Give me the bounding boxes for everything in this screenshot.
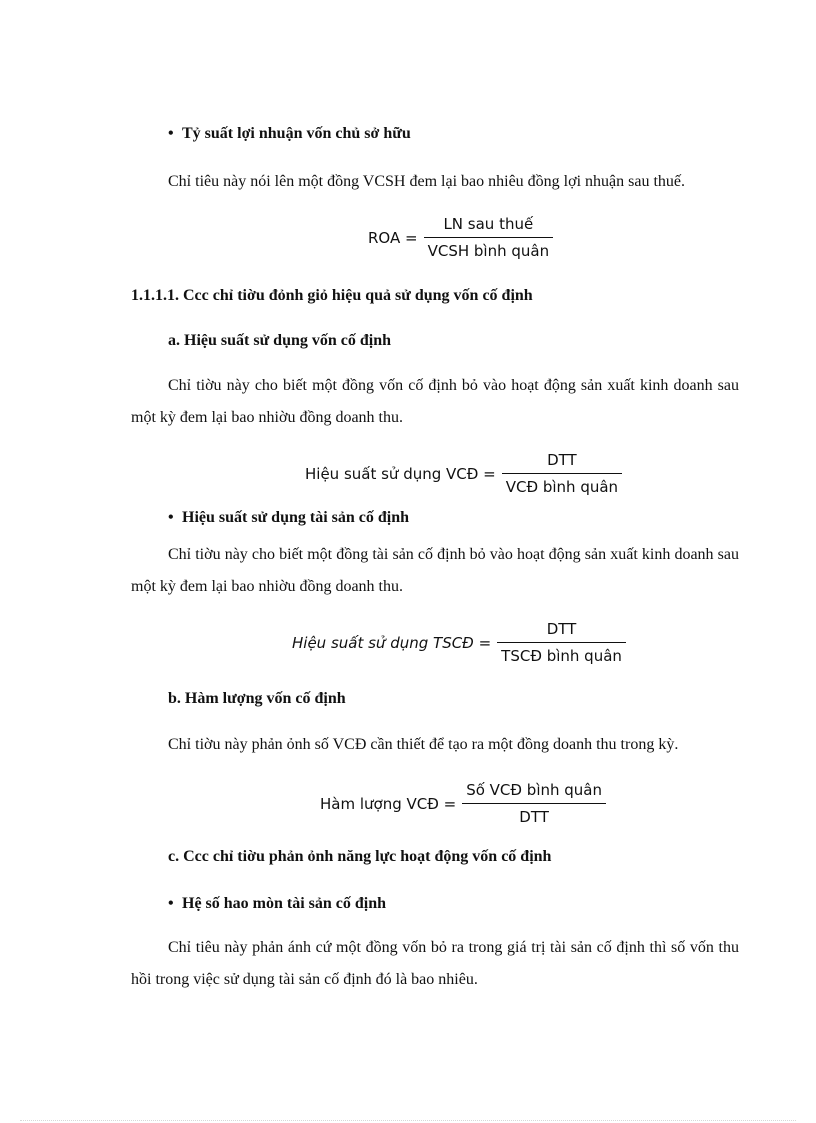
formula-denominator: VCĐ bình quân (505, 478, 619, 496)
formula-fraction (502, 450, 622, 497)
depreciation-heading: • Hệ số hao mòn tài sản cố định (168, 895, 387, 912)
formula-numerator: DTT (502, 450, 622, 474)
formula-numerator: DTT (497, 619, 626, 643)
formula-fraction (462, 780, 606, 827)
bullet-icon: • (168, 125, 174, 142)
subsection-a-description: Chỉ tiờu này cho biết một đồng vốn cố định bỏ vào hoạt động sản xuất kinh doanh sau một kỳ đem lại bao nhiờu đồng doanh thu. (131, 377, 739, 426)
formula-numerator: Số VCĐ bình quân (462, 780, 606, 804)
page-bottom-rule (20, 1120, 796, 1121)
formula-lhs: Hàm lượng VCĐ = (320, 794, 457, 813)
section-heading: 1.1.1.1. Cсc chỉ tiờu đỏnh giỏ hiệu quả sử dụng vốn cố định (131, 287, 533, 304)
roe-description: Chỉ tiêu này nói lên một đồng VCSH đem lại bao nhiêu đồng lợi nhuận sau thuế. (168, 173, 685, 190)
tscd-efficiency-formula (292, 619, 626, 666)
subsection-b-heading: b. Hàm lượng vốn cố định (168, 690, 346, 707)
formula-numerator: LN sau thuế (424, 214, 554, 238)
bullet-icon: • (168, 895, 174, 912)
formula-fraction (497, 619, 626, 666)
formula-lhs: Hiệu suất sử dụng VCĐ = (305, 464, 496, 483)
formula-fraction (424, 214, 554, 261)
vcd-efficiency-formula (305, 450, 622, 497)
bullet-icon: • (168, 509, 174, 526)
formula-denominator: DTT (519, 808, 549, 826)
tscd-heading: • Hiệu suất sử dụng tài sản cố định (168, 509, 410, 526)
roe-formula (368, 214, 553, 261)
depreciation-description: Chỉ tiêu này phản ánh cứ một đồng vốn bỏ ra trong giá trị tài sản cố định thì số vốn thu hồi trong việc sử dụng tài sản cố định đó là bao nhiêu. (131, 939, 739, 988)
subsection-c-heading: c. Cсc chỉ tiờu phản ỏnh năng lực hoạt động vốn cố định (168, 848, 552, 865)
subsection-a-heading: a. Hiệu suất sử dụng vốn cố định (168, 332, 392, 349)
formula-lhs: Hiệu suất sử dụng TSCĐ = (292, 633, 492, 652)
roe-heading: • Tỷ suất lợi nhuận vốn chủ sở hữu (168, 125, 411, 142)
vcd-content-formula (320, 780, 606, 827)
tscd-description: Chỉ tiờu này cho biết một đồng tài sản cố định bỏ vào hoạt động sản xuất kinh doanh sau một kỳ đem lại bao nhiờu đồng doanh thu. (131, 546, 739, 595)
formula-lhs: ROA = (368, 228, 418, 247)
subsection-b-description: Chỉ tiờu này phản ỏnh số VCĐ cần thiết để tạo ra một đồng doanh thu trong kỳ. (168, 736, 679, 753)
formula-denominator: TSCĐ bình quân (501, 647, 622, 665)
formula-denominator: VCSH bình quân (427, 242, 550, 260)
